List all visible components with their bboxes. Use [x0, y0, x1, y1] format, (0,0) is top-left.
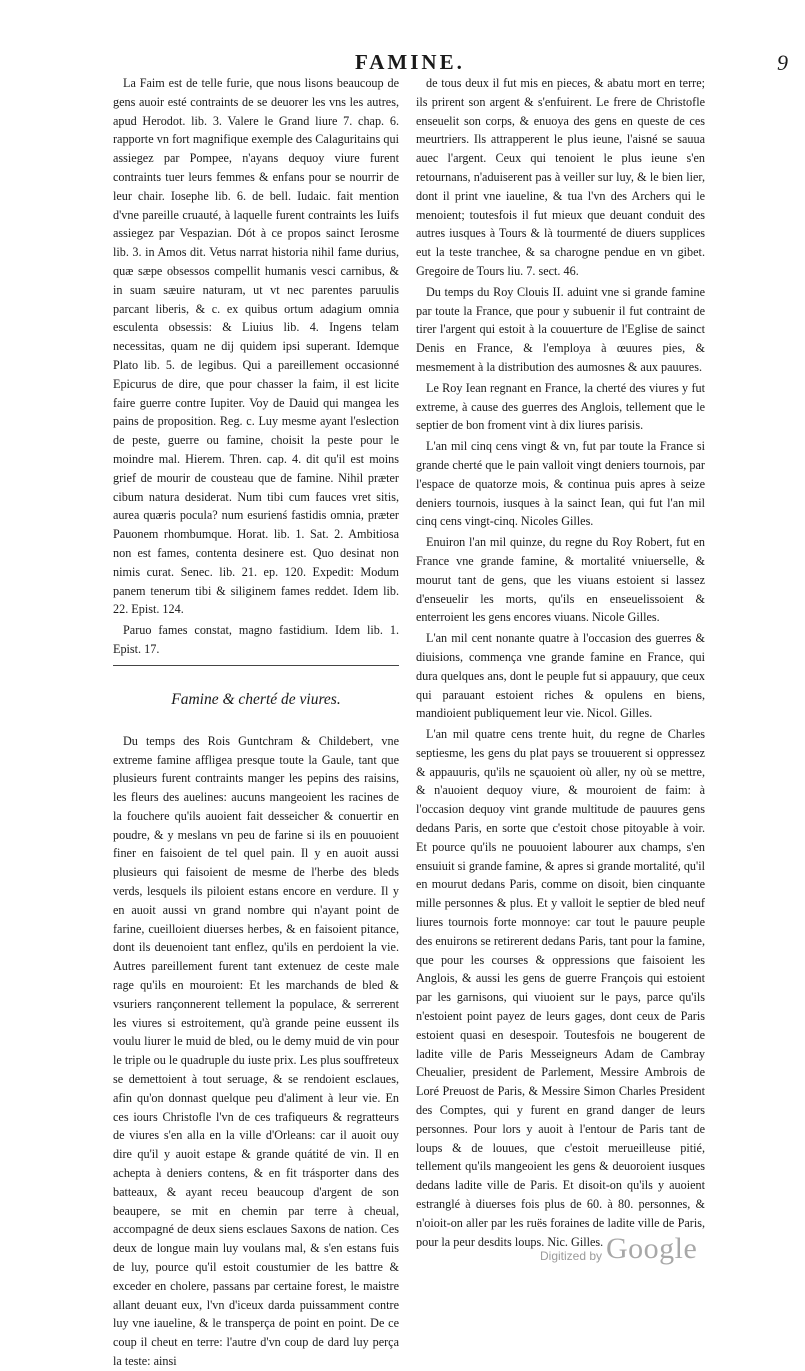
section-heading: Famine & cherté de viures.: [171, 690, 341, 708]
running-title: FAMINE.: [355, 50, 465, 74]
paragraph: de tous deux il fut mis en pieces, & abatu mort en terre; ils prirent son argent & s'enfuirent. Le frere de Christofle enseuelit son corps, & enuoya des gens en queste de ces meurtriers. Ils attrapperent le plus ieune, l'aisné se sauua auec l'argent. Ceux qui tenoient le plus ieune s'en retournans, n'aduiserent pas à veiller sur luy, & le bien lier, dont il print vne iaueline, & tua l'vn des Archers qui le menoient; toutesfois il fut mieux que deuant conduit des autres iusques à Tours & là tourmenté de diuers supplices eut la teste tranchee, & sa charogne pendue en vn gibet. Gregoire de Tours liu. 7. sect. 46.: [416, 76, 705, 278]
section-rule: [113, 665, 399, 666]
paragraph: L'an mil cinq cens vingt & vn, fut par toute la France si grande cherté que le pain valloit vingt deniers tournois, par l'espace de quatorze mois, & continua puis apres à seize deniers tournois, iusques à la sainct Iean, qui fut l'an mil cinq cens vingt-cinq. Nicoles Gilles.: [416, 439, 705, 529]
paragraph: La Faim est de telle furie, que nous lisons beaucoup de gens auoir esté contraints de se deuorer les vns les autres, apud Herodot. lib. 3. Valere le Grand liure 7. chap. 6. rapporte vn fort magnifique exemple des Calaguritains qui assiegez par Pompee, n'ayans dequoy viure furent contraints tuer leurs femmes & enfans pour se nourrir de leur chair. Iosephe lib. 6. de bell. Iudaic. fait mention d'vne pareille cruauté, à laquelle furent contraints les Iuifs assiegez par Vespazian. Dót à ce propos sainct Ierosme lib. 3. in Amos dit. Vetus narrat historia nihil fame durius, quæ sæpe obsessos compellit humanis vesci carnibus, & in suam sæuire naturam, ut vt nec parentes paruulis parcant liberis, & c. ex quibus ortum adagium omnia esculenta obsessis: & Liuius lib. 4. Ingens telam necessitas, quam ne dij quidem ipsi superant. Idemque Plato lib. 5. de legibus. Qui a pareillement occasionné Epicurus de dire, que pour chasser la faim, il est licite faire guerre contre Iupiter. Voy de Dauid qui mangea les pains de proposition. Reg. c. Luy mesme ayant l'eslection de peste, guerre ou famine, choisit la peste pour le moindre mal. Hierem. Thren. cap. 4. dit qu'il est moins grief de mourir de cousteau que de famine. Nihil præter cibum natura desiderat. Num tibi cum fauces vret sitis, aurea quæris pocula? num esurienś fastidis omnia, præter Pauonem rhombumque. Horat. lib. 1. Sat. 2. Ambitiosa non est fames, contenta desinere est. Quo desinat non nimis curat. Senec. lib. 21. ep. 120. Expedit: Modum panem tenerum tibi & siliginem fames reddet. Idem lib. 22. Epist. 124.: [113, 76, 399, 617]
google-logo-text: Google: [606, 1232, 698, 1265]
paragraph: Enuiron l'an mil quinze, du regne du Roy Robert, fut en France vne grande famine, & mortalité vniuerselle, & mourut tant de gens, que les viuans estoient si lassez d'enseuelir les morts, qu'ils en enseuelissoient & enterroient les gens encores viuans. Nicole Gilles.: [416, 535, 705, 625]
digitized-by-google-watermark: [540, 1234, 710, 1270]
paragraph: L'an mil cent nonante quatre à l'occasion des guerres & diuisions, commença vne grande famine en France, qui dura quelques ans, dont le peuple fut si appauury, que ceux qui parauant estoient riches & opulens en biens, mandioient publiquement leur vie. Nicol. Gilles.: [416, 631, 705, 721]
digitized-by-label: Digitized by: [540, 1249, 603, 1263]
paragraph: Du temps du Roy Clouis II. aduint vne si grande famine par toute la France, que pour y subuenir il fut contraint de tirer l'argent qui estoit à la couuerture de l'Eglise de sainct Denis en France, & l'employa à œuures pies, & mesmement à la distribution des aumosnes & aux pauures.: [416, 284, 705, 374]
page-number: 9: [777, 50, 788, 75]
left-column: [113, 74, 399, 1371]
right-column: [416, 74, 705, 1251]
paragraph: Le Roy Iean regnant en France, la cherté des viures y fut extreme, à cause des guerres des Anglois, tellement que le septier de bon froment vint à dix liures parisis.: [416, 380, 705, 433]
paragraph: Du temps des Rois Guntchram & Childebert, vne extreme famine affligea presque toute la Gaule, tant que plusieurs furent contraints manger les pepins des raisins, les fleurs des auelines: aucuns mangeoient les racines de la fouchere qu'ils auoient fait desseicher & conuertir en poudre, & y meslans vn peu de farine si ils en pouuoient finer en faisoient de tel quel pain. Il y en auoit aussi plusieurs qui faisoient de mesme de l'herbe des bleds verds, lesquels ils piloient estans encore en verdure. Il y en auoit aussi vn grand nombre qui n'ayant point de farine, cueilloient diuerses herbes, & en faisoient pitance, dont ils deuenoient tant enflez, qu'ils en perdoient la vie. Autres pareillement furent tant extenuez de ceste male rage qu'ils en mouroient: Et les marchands de bled & vsuriers rançonnerent tellement la populace, & serrerent les viures si estroitement, qu'à grande peine eussent ils voulu liurer le muid de bled, ou le demy muid de vin pour le triple ou le quadruple du iuste prix. Les plus souffreteux se demettoient à tout seruage, & se rendoient esclaues, afin qu'on donnast quelque peu d'aliment à leur vie. En ces iours Christofle l'vn de ces trafiqueurs & regratteurs de viures s'en alla en la ville d'Orleans: car il auoit ouy dire qu'il y auoit estape & grande quátité de vin. Il en achepta à deniers contens, & en fit trásporter dans des batteaux, & ayant receu beaucoup d'argent de son beaupere, se mit en chemin par terre à cheual, accompagné de deux siens esclaues Saxons de nation. Ces deux de longue main luy voulans mal, & s'en estans fuis de luy, pource qu'il estoit coustumier de les battre & exceder en cholere, passans par certaine forest, le maistre allant deuant eux, l'vn d'iceux darda puissamment contre luy vne iaueline, & le transperça de point en point. De ce coup il cheut en terre: l'autre d'vn coup de dard luy perça la teste: ainsi: [113, 733, 399, 1368]
paragraph: L'an mil quatre cens trente huit, du regne de Charles septiesme, les gens du plat pays se trouuerent si oppressez & appauuris, qu'ils ne sçauoient où aller, ny où se mettre, & n'auoient dequoy viure, & mouroient de faim: à l'occasion dequoy vint grande multitude de pauures gens dedans Paris, en sorte que c'estoit chose pitoyable à voir. Et pource qu'ils ne pouuoient labourer aux champs, s'en ensuiuit si grande famine, & apres si grande mortalité, qu'il en mourut dedans Paris, comme on disoit, bien cinquante mille personnes & plus. Et y valloit le septier de bled neuf liures tournois forte monnoye: car tout le pauure peuple des enuirons se retirerent dedans Paris, tant pour la famine, que pour les courses & oppressions que faisoient les Anglois, & aussi les gens de guerre François qui estoient par les garnisons, qui viuoient sur le pays, parce qu'ils n'estoient point payez de leurs gages, dont ceux de Paris estoient quasi en desespoir. Toutesfois ne bougerent de ladite ville de Paris Messeigneurs Adam de Cambray Cheualier, president de Parlement, Messire Ambrois de Loré Preuost de Paris, & Messire Simon Charles President des Comptes, qui y furent en grand danger de leurs personnes. Pour lors y auoit à l'entour de Paris tant de loups & de louues, que c'estoit merueilleuse pitié, tellement qu'ils mangeoient les gens & deuoroient iusques dedans ladite ville de Paris. Et disoit-on qu'ils y auoient estranglé à diuerses fois plus de 60. à 80. personnes, & n'oioit-on aller par les ruës foraines de ladite ville de Paris, pour la peur desdits loups. Nic. Gilles.: [416, 727, 705, 1249]
paragraph: Paruo fames constat, magno fastidium. Idem lib. 1. Epist. 17.: [113, 623, 399, 656]
